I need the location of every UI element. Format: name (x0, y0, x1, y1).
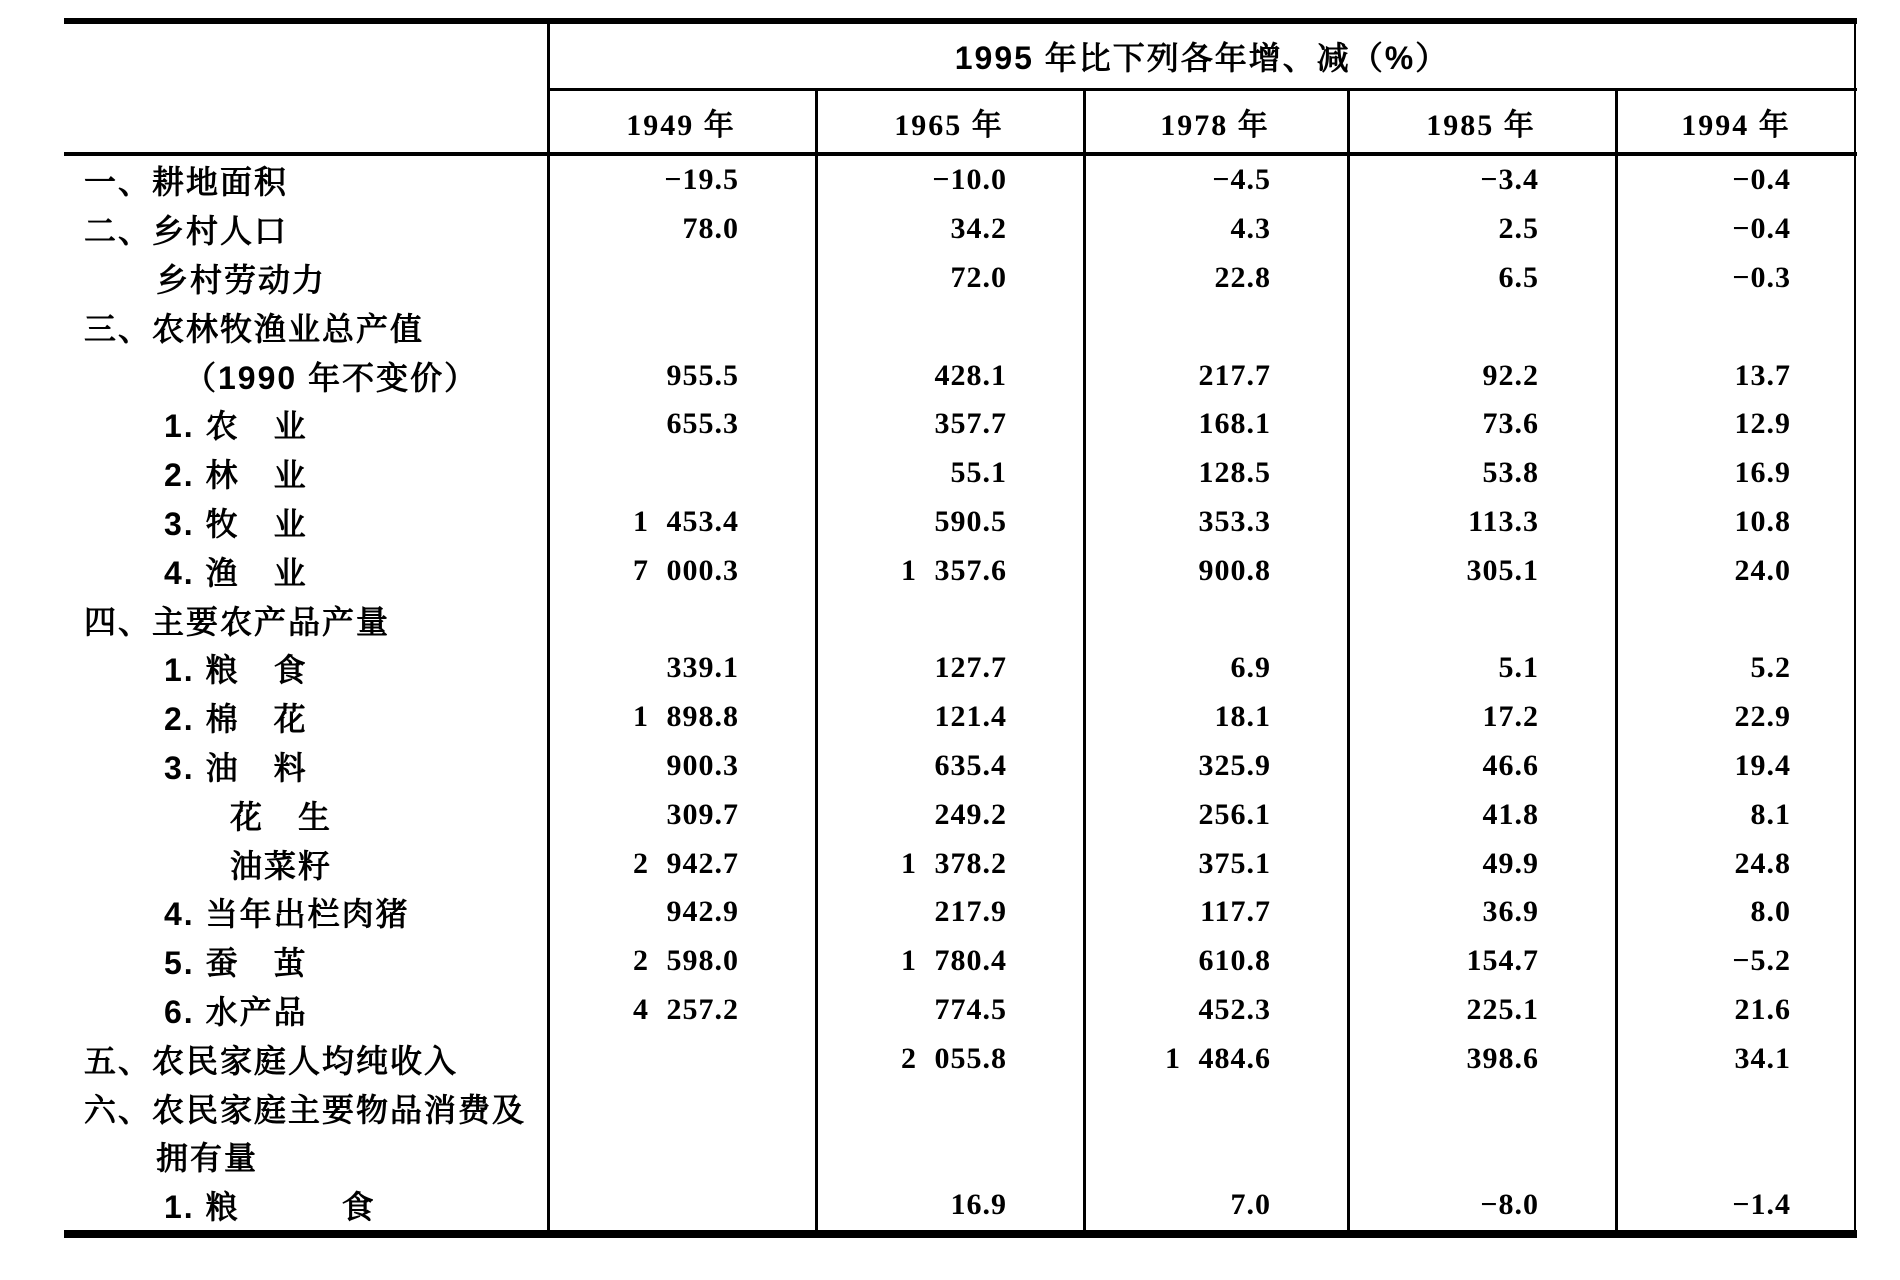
row-label: 花 生 (230, 798, 333, 835)
table-row (64, 937, 1857, 986)
year-header-row (64, 91, 1857, 152)
cell-1994: 10.8 (1734, 504, 1791, 538)
cell-1949: −19.5 (664, 163, 739, 197)
table-row (64, 693, 1857, 742)
table-row (64, 1034, 1857, 1083)
table-row (64, 888, 1857, 937)
cell-1965: 1 780.4 (901, 944, 1007, 978)
row-label: （1990 年不变价） (184, 359, 479, 396)
cell-1965: 357.7 (934, 407, 1007, 441)
cell-1978: 452.3 (1198, 992, 1271, 1026)
cell-1978: −4.5 (1212, 163, 1271, 197)
cell-1949: 2 942.7 (633, 846, 739, 880)
cell-1965: 127.7 (934, 651, 1007, 685)
cell-1965: 249.2 (934, 797, 1007, 831)
row-label: 6. 水产品 (164, 993, 308, 1030)
table-row (64, 1083, 1857, 1132)
cell-1949: 900.3 (666, 748, 739, 782)
span-header-title: 1995 年比下列各年增、减（%） (954, 40, 1450, 76)
table-row (64, 644, 1857, 693)
cell-1978: 168.1 (1198, 407, 1271, 441)
label-column-header-blank (64, 24, 547, 88)
cell-1994: −1.4 (1732, 1188, 1791, 1222)
cell-1978: 6.9 (1230, 651, 1271, 685)
cell-1965: 590.5 (934, 504, 1007, 538)
cell-1994: 21.6 (1734, 992, 1791, 1026)
cell-1978: 256.1 (1198, 797, 1271, 831)
cell-1985: 53.8 (1482, 456, 1539, 490)
cell-1985: 154.7 (1466, 944, 1539, 978)
cell-1949: 1 453.4 (633, 504, 739, 538)
year-header-1949: 1949 年 (626, 108, 736, 142)
table-row (64, 1132, 1857, 1181)
row-label: 4. 渔 业 (164, 554, 308, 591)
row-label: 1. 粮 食 (164, 1189, 376, 1226)
cell-1965: 1 357.6 (901, 553, 1007, 587)
cell-1965: 16.9 (950, 1188, 1007, 1222)
cell-1985: 225.1 (1466, 992, 1539, 1026)
table-row (64, 498, 1857, 547)
cell-1978: 22.8 (1214, 260, 1271, 294)
cell-1985: 17.2 (1482, 700, 1539, 734)
cell-1978: 1 484.6 (1165, 1041, 1271, 1075)
cell-1949: 1 898.8 (633, 700, 739, 734)
row-label: 六、农民家庭主要物品消费及 (84, 1091, 527, 1128)
row-label: 2. 林 业 (164, 457, 308, 494)
statistics-table (64, 18, 1857, 1238)
cell-1994: 19.4 (1734, 748, 1791, 782)
row-label: 二、乡村人口 (84, 213, 289, 250)
cell-1985: 49.9 (1482, 846, 1539, 880)
cell-1985: 5.1 (1498, 651, 1539, 685)
cell-1994: −0.4 (1732, 212, 1791, 246)
row-label: 3. 牧 业 (164, 505, 308, 542)
year-header-1978: 1978 年 (1160, 108, 1270, 142)
cell-1985: 2.5 (1498, 212, 1539, 246)
table-row (64, 205, 1857, 254)
row-label: 四、主要农产品产量 (84, 603, 391, 640)
cell-1994: −0.3 (1732, 260, 1791, 294)
cell-1994: 24.0 (1734, 553, 1791, 587)
cell-1965: 635.4 (934, 748, 1007, 782)
row-label: 4. 当年出栏肉猪 (164, 896, 410, 933)
year-header-1985: 1985 年 (1426, 108, 1536, 142)
cell-1985: 305.1 (1466, 553, 1539, 587)
row-label: 2. 棉 花 (164, 701, 308, 738)
cell-1978: 217.7 (1198, 358, 1271, 392)
cell-1994: 13.7 (1734, 358, 1791, 392)
row-label: 油菜籽 (230, 847, 333, 884)
table-row (64, 302, 1857, 351)
row-label: 1. 粮 食 (164, 652, 308, 689)
cell-1965: 1 378.2 (901, 846, 1007, 880)
row-label: 3. 油 料 (164, 749, 308, 786)
cell-1978: 353.3 (1198, 504, 1271, 538)
cell-1985: −8.0 (1480, 1188, 1539, 1222)
row-label: 三、农林牧渔业总产值 (84, 310, 425, 347)
row-label: 1. 农 业 (164, 408, 308, 445)
cell-1985: 6.5 (1498, 260, 1539, 294)
row-label: 5. 蚕 茧 (164, 945, 308, 982)
cell-1978: 7.0 (1230, 1188, 1271, 1222)
cell-1994: 8.0 (1750, 895, 1791, 929)
cell-1949: 7 000.3 (633, 553, 739, 587)
row-label: 五、农民家庭人均纯收入 (84, 1042, 459, 1079)
table-row (64, 839, 1857, 888)
cell-1965: 34.2 (950, 212, 1007, 246)
cell-1978: 117.7 (1200, 895, 1271, 929)
cell-1978: 375.1 (1198, 846, 1271, 880)
cell-1985: 113.3 (1468, 504, 1539, 538)
cell-1965: 217.9 (934, 895, 1007, 929)
cell-1949: 78.0 (682, 212, 739, 246)
cell-1949: 4 257.2 (633, 992, 739, 1026)
table-row (64, 595, 1857, 644)
cell-1985: 398.6 (1466, 1041, 1539, 1075)
year-header-1994: 1994 年 (1681, 108, 1791, 142)
table-row (64, 254, 1857, 303)
cell-1965: 121.4 (934, 700, 1007, 734)
cell-1985: 41.8 (1482, 797, 1539, 831)
cell-1994: 5.2 (1750, 651, 1791, 685)
cell-1965: 774.5 (934, 992, 1007, 1026)
cell-1949: 655.3 (666, 407, 739, 441)
table-row (64, 1181, 1857, 1230)
cell-1965: 55.1 (950, 456, 1007, 490)
cell-1949: 942.9 (666, 895, 739, 929)
cell-1994: 8.1 (1750, 797, 1791, 831)
table-row (64, 790, 1857, 839)
span-header-row (64, 24, 1857, 88)
cell-1965: −10.0 (932, 163, 1007, 197)
table-row (64, 986, 1857, 1035)
table-row (64, 742, 1857, 791)
cell-1978: 610.8 (1198, 944, 1271, 978)
table-row (64, 449, 1857, 498)
cell-1994: 22.9 (1734, 700, 1791, 734)
label-column-header-blank (64, 91, 547, 152)
cell-1994: 24.8 (1734, 846, 1791, 880)
table-body (64, 156, 1857, 1230)
cell-1949: 309.7 (666, 797, 739, 831)
cell-1949: 339.1 (666, 651, 739, 685)
cell-1965: 72.0 (950, 260, 1007, 294)
cell-1994: −0.4 (1732, 163, 1791, 197)
table-row (64, 156, 1857, 205)
cell-1985: 73.6 (1482, 407, 1539, 441)
table-row (64, 546, 1857, 595)
cell-1985: 46.6 (1482, 748, 1539, 782)
cell-1978: 900.8 (1198, 553, 1271, 587)
row-label: 一、耕地面积 (84, 164, 289, 201)
cell-1994: 34.1 (1734, 1041, 1791, 1075)
cell-1994: −5.2 (1732, 944, 1791, 978)
cell-1978: 128.5 (1198, 456, 1271, 490)
table-row (64, 400, 1857, 449)
cell-1965: 2 055.8 (901, 1041, 1007, 1075)
cell-1985: −3.4 (1480, 163, 1539, 197)
cell-1994: 16.9 (1734, 456, 1791, 490)
cell-1994: 12.9 (1734, 407, 1791, 441)
cell-1949: 955.5 (666, 358, 739, 392)
year-header-1965: 1965 年 (894, 108, 1004, 142)
cell-1965: 428.1 (934, 358, 1007, 392)
row-label: 拥有量 (156, 1140, 259, 1177)
cell-1949: 2 598.0 (633, 944, 739, 978)
cell-1985: 92.2 (1482, 358, 1539, 392)
cell-1985: 36.9 (1482, 895, 1539, 929)
cell-1978: 325.9 (1198, 748, 1271, 782)
cell-1978: 18.1 (1214, 700, 1271, 734)
cell-1978: 4.3 (1230, 212, 1271, 246)
table-row (64, 351, 1857, 400)
row-label: 乡村劳动力 (156, 261, 327, 298)
